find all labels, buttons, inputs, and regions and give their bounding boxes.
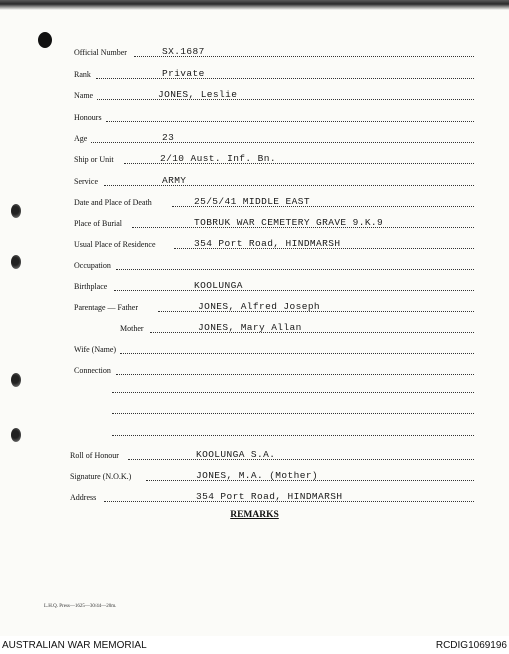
field-ship-or-unit: [74, 152, 474, 168]
field-value: JONES, M.A. (Mother): [196, 470, 319, 481]
field-label: Service: [74, 177, 98, 186]
field-rank: [74, 67, 474, 83]
field-label: Usual Place of Residence: [74, 240, 156, 249]
field-value: 354 Port Road, HINDMARSH: [194, 238, 341, 249]
remarks-heading: REMARKS: [230, 510, 279, 520]
connection-line: [112, 435, 474, 436]
punch-hole: [11, 204, 21, 218]
footer-institution: AUSTRALIAN WAR MEMORIAL: [2, 640, 147, 651]
field-date-place-death: [74, 195, 474, 211]
field-label: Official Number: [74, 48, 127, 57]
field-value: JONES, Mary Allan: [198, 322, 302, 333]
field-father: [74, 300, 474, 316]
field-name: [74, 88, 474, 104]
field-value: KOOLUNGA S.A.: [196, 449, 276, 460]
field-value: SX.1687: [162, 46, 205, 57]
field-label: Age: [74, 134, 88, 143]
field-value: 25/5/41 MIDDLE EAST: [194, 196, 310, 207]
field-value: 2/10 Aust. Inf. Bn.: [160, 153, 276, 164]
field-connection: [74, 363, 474, 379]
field-roll-of-honour: [70, 448, 474, 464]
field-label: Connection: [74, 366, 111, 375]
field-label: Birthplace: [74, 282, 108, 291]
footer-record-id: RCDIG1069196: [435, 640, 507, 651]
field-value: TOBRUK WAR CEMETERY GRAVE 9.K.9: [194, 217, 384, 228]
field-official-number: [74, 45, 474, 61]
field-wife: [74, 342, 474, 358]
punch-hole: [38, 32, 52, 48]
field-honours: [74, 110, 474, 126]
field-label: Ship or Unit: [74, 155, 114, 164]
field-birthplace: [74, 279, 474, 295]
field-address: [70, 490, 474, 506]
field-occupation: [74, 258, 474, 274]
field-label: Wife (Name): [74, 345, 117, 354]
punch-hole: [11, 373, 21, 387]
field-signature: [70, 469, 474, 485]
archive-footer: [0, 637, 509, 654]
field-value: ARMY: [162, 175, 187, 186]
field-usual-residence: [74, 237, 474, 253]
field-label: Signature (N.O.K.): [70, 472, 132, 481]
printer-imprint: L.H.Q. Press—1625—30/44—20m.: [44, 604, 117, 609]
punch-hole: [11, 255, 21, 269]
field-value: 354 Port Road, HINDMARSH: [196, 491, 343, 502]
field-value: JONES, Alfred Joseph: [198, 301, 321, 312]
field-label: Name: [74, 91, 94, 100]
field-value: Private: [162, 68, 205, 79]
field-age: [74, 131, 474, 147]
field-label: Place of Burial: [74, 219, 122, 228]
field-label: Honours: [74, 113, 102, 122]
connection-line: [112, 413, 474, 414]
field-value: JONES, Leslie: [158, 89, 238, 100]
field-label: Date and Place of Death: [74, 198, 152, 207]
connection-line: [112, 392, 474, 393]
field-place-of-burial: [74, 216, 474, 232]
field-label: Occupation: [74, 261, 111, 270]
field-label: Parentage — Father: [74, 303, 138, 312]
field-label: Mother: [120, 324, 144, 333]
field-value: KOOLUNGA: [194, 280, 243, 291]
field-label: Rank: [74, 70, 91, 79]
punch-hole: [11, 428, 21, 442]
scan-edge: [0, 0, 509, 10]
field-service: [74, 174, 474, 190]
field-mother: [74, 321, 474, 337]
field-label: Address: [70, 493, 97, 502]
field-value: 23: [162, 132, 175, 143]
field-label: Roll of Honour: [70, 451, 119, 460]
